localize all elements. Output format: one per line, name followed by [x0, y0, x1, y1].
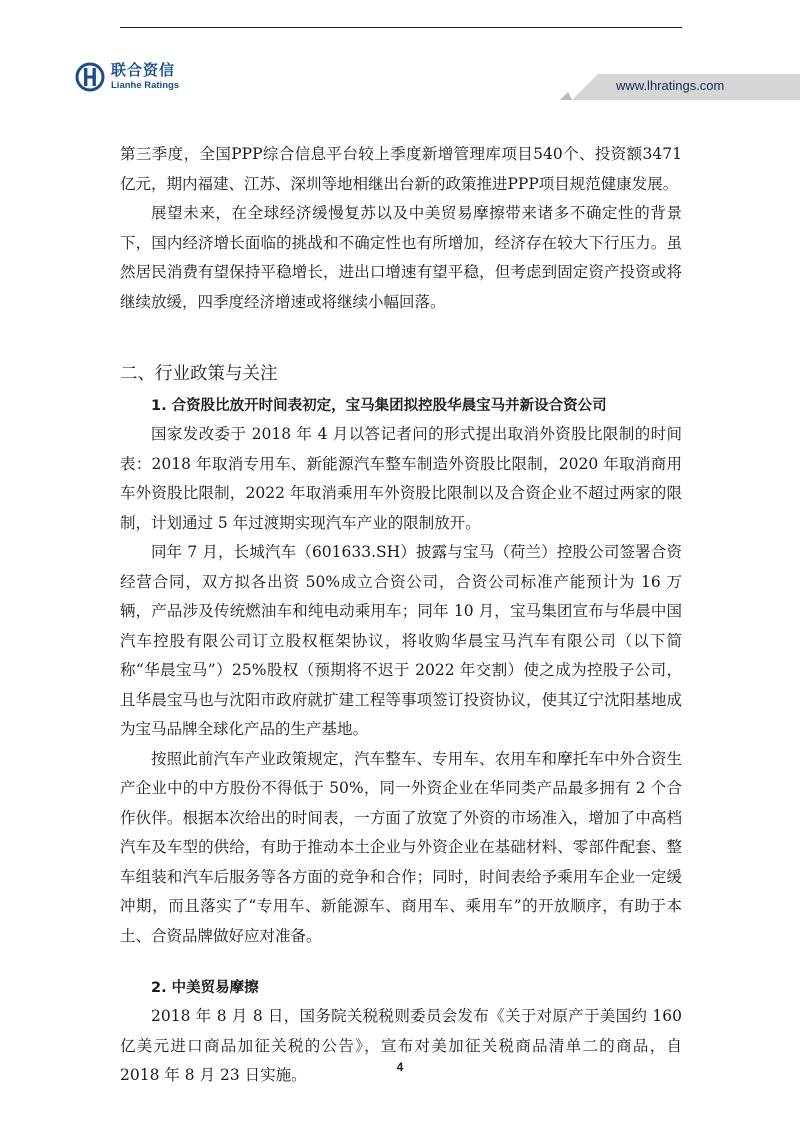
paragraph-jv-cases: 同年 7 月，长城汽车（601633.SH）披露与宝马（荷兰）控股公司签署合资经营合同，双方拟各出资 50%成立合资公司，合资公司标准产能预计为 16 万辆，产品涉及传统燃油车和纯电动乘用车；同年 10 月，宝马集团宣布与华晨中国汽车控股有限公司订立股权框架协议，将收购华晨宝马汽车有限公司（以下简称“华晨宝马”）25%股权（预期将不迟于 2022 年交割）使之成为控股子公司，且华晨宝马也与沈阳市政府就扩建工程等事项签订投资协议，使其辽宁沈阳基地成为宝马品牌全球化产品的生产基地。 — [120, 543, 682, 738]
paragraph-tariff: 2018 年 8 月 8 日，国务院关税税则委员会发布《关于对原产于美国约 160 亿美元进口商品加征关税的公告》，宣布对美加征关税商品清单二的商品，自 2018 年 8 月 23 日实施。 — [120, 1007, 682, 1084]
website-banner — [560, 74, 800, 100]
paragraph-outlook: 展望未来，在全球经济缓慢复苏以及中美贸易摩擦带来诸多不确定性的背景下，国内经济增长面临的挑战和不确定性也有所增加，经济存在较大下行压力。虽然居民消费有望保持平稳增长，进出口增速有望平稳，但考虑到固定资产投资或将继续放缓，四季度经济增速或将继续小幅回落。 — [120, 204, 682, 311]
paragraph-policy-impact: 按照此前汽车产业政策规定，汽车整车、专用车、农用车和摩托车中外合资生产企业中的中方股份不得低于 50%，同一外资企业在华同类产品最多拥有 2 个合作伙伴。根据本次给出的时间表，一方面了放宽了外资的市场准入，增加了中高档汽车及车型的供给，有助于推动本土企业与外资企业在基础材料、零部件配套、整车组装和汽车后服务等各方面的竞争和合作；同时，时间表给予乘用车企业一定缓冲期，而且落实了“专用车、新能源车、商用车、乘用车”的开放顺序，有助于本土、合资品牌做好应对准备。 — [120, 749, 682, 945]
document-body — [120, 140, 682, 1091]
lianhe-logo-icon — [75, 62, 105, 92]
logo-en-text: Lianhe Ratings — [111, 80, 180, 92]
page-number: 4 — [396, 1060, 404, 1074]
subsection-title-1: 1. 合资股比放开时间表初定，宝马集团拟控股华晨宝马并新设合资公司 — [151, 398, 607, 414]
website-url[interactable]: www.lhratings.com — [616, 78, 725, 93]
logo — [75, 62, 179, 92]
section-title: 二、行业政策与关注 — [120, 364, 278, 384]
logo-cn-text: 联合资信 — [111, 61, 176, 80]
subsection-title-2: 2. 中美贸易摩擦 — [151, 980, 259, 996]
paragraph-ppp: 第三季度，全国PPP综合信息平台较上季度新增管理库项目540个、投资额3471亿元，期内福建、江苏、深圳等地相继出台新的政策推进PPP项目规范健康发展。 — [120, 145, 682, 193]
paragraph-ndrc-timeline: 国家发改委于 2018 年 4 月以答记者问的形式提出取消外资股比限制的时间表：2018 年取消专用车、新能源汽车整车制造外资股比限制，2020 年取消商用车外资股比限制，2022 年取消乘用车外资股比限制以及合资企业不超过两家的限制，计划通过 5 年过渡期实现汽车产业的限制放开。 — [120, 425, 682, 532]
header-rule — [120, 27, 682, 28]
